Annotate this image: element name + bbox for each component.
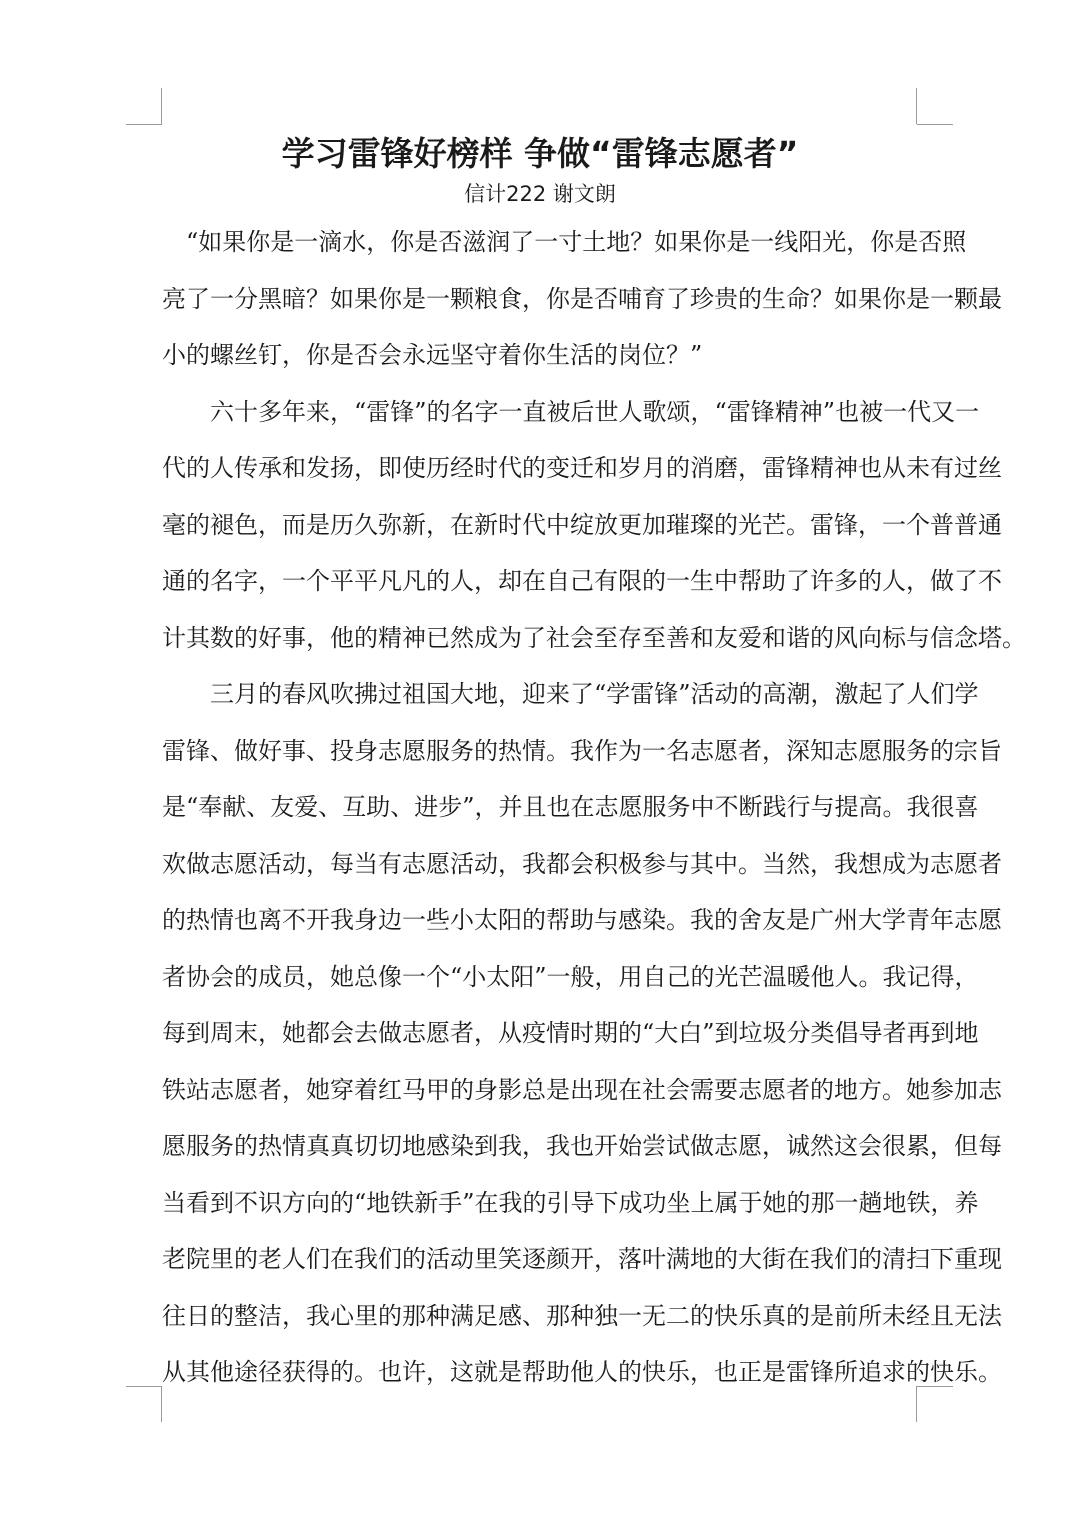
body-line: 六十多年来，“雷锋”的名字一直被后世人歌颂，“雷锋精神”也被一代又一 bbox=[162, 397, 980, 426]
body-line: 三月的春风吹拂过祖国大地，迎来了“学雷锋”活动的高潮，激起了人们学 bbox=[162, 680, 979, 708]
body-line: 通的名字，一个平平凡凡的人，却在自己有限的一生中帮助了许多的人，做了不 bbox=[162, 567, 1002, 595]
body-line: 雷锋、做好事、投身志愿服务的热情。我作为一名志愿者，深知志愿服务的宗旨 bbox=[162, 736, 1002, 765]
body-line: 当看到不识方向的“地铁新手”在我的引导下成功坐上属于她的那一趟地铁，养 bbox=[162, 1188, 979, 1217]
body-line: 愿服务的热情真真切切地感染到我，我也开始尝试做志愿，诚然这会很累，但每 bbox=[162, 1132, 1002, 1160]
body-line: 代的人传承和发扬，即使历经时代的变迁和岁月的消磨，雷锋精神也从未有过丝 bbox=[162, 454, 1002, 482]
body-line: 的热情也离不开我身边一些小太阳的帮助与感染。我的舍友是广州大学青年志愿 bbox=[162, 906, 1002, 934]
body-line: 欢做志愿活动，每当有志愿活动，我都会积极参与其中。当然，我想成为志愿者 bbox=[162, 849, 1002, 878]
document-title: 学习雷锋好榜样 争做“雷锋志愿者” bbox=[281, 134, 799, 173]
body-line: 老院里的老人们在我们的活动里笑逐颜开，落叶满地的大街在我们的清扫下重现 bbox=[162, 1245, 1002, 1273]
author-line: 信计222 谢文朗 bbox=[464, 182, 616, 206]
document-body bbox=[162, 214, 1026, 1401]
body-line: 毫的褪色，而是历久弥新，在新时代中绽放更加璀璨的光芒。雷锋，一个普普通 bbox=[162, 510, 1002, 539]
body-line: 小的螺丝钉，你是否会永远坚守着你生活的岗位？” bbox=[162, 341, 703, 369]
body-line: 计其数的好事，他的精神已然成为了社会至存至善和友爱和谐的风向标与信念塔。 bbox=[162, 623, 1026, 652]
body-line: 铁站志愿者，她穿着红马甲的身影总是出现在社会需要志愿者的地方。她参加志 bbox=[162, 1075, 1002, 1104]
body-line: 是“奉献、友爱、互助、进步”，并且也在志愿服务中不断践行与提高。我很喜 bbox=[162, 793, 979, 821]
body-line: “如果你是一滴水，你是否滋润了一寸土地？如果你是一线阳光，你是否照 bbox=[162, 228, 967, 256]
body-line: 往日的整洁，我心里的那种满足感、那种独一无二的快乐真的是前所未经且无法 bbox=[162, 1301, 1002, 1330]
body-line: 从其他途径获得的。也许，这就是帮助他人的快乐，也正是雷锋所追求的快乐。 bbox=[162, 1358, 1002, 1386]
body-line: 每到周末，她都会去做志愿者，从疫情时期的“大白”到垃圾分类倡导者再到地 bbox=[162, 1019, 979, 1047]
body-line: 亮了一分黑暗？如果你是一颗粮食，你是否哺育了珍贵的生命？如果你是一颗最 bbox=[162, 284, 1002, 313]
body-line: 者协会的成员，她总像一个“小太阳”一般，用自己的光芒温暖他人。我记得， bbox=[162, 962, 979, 991]
